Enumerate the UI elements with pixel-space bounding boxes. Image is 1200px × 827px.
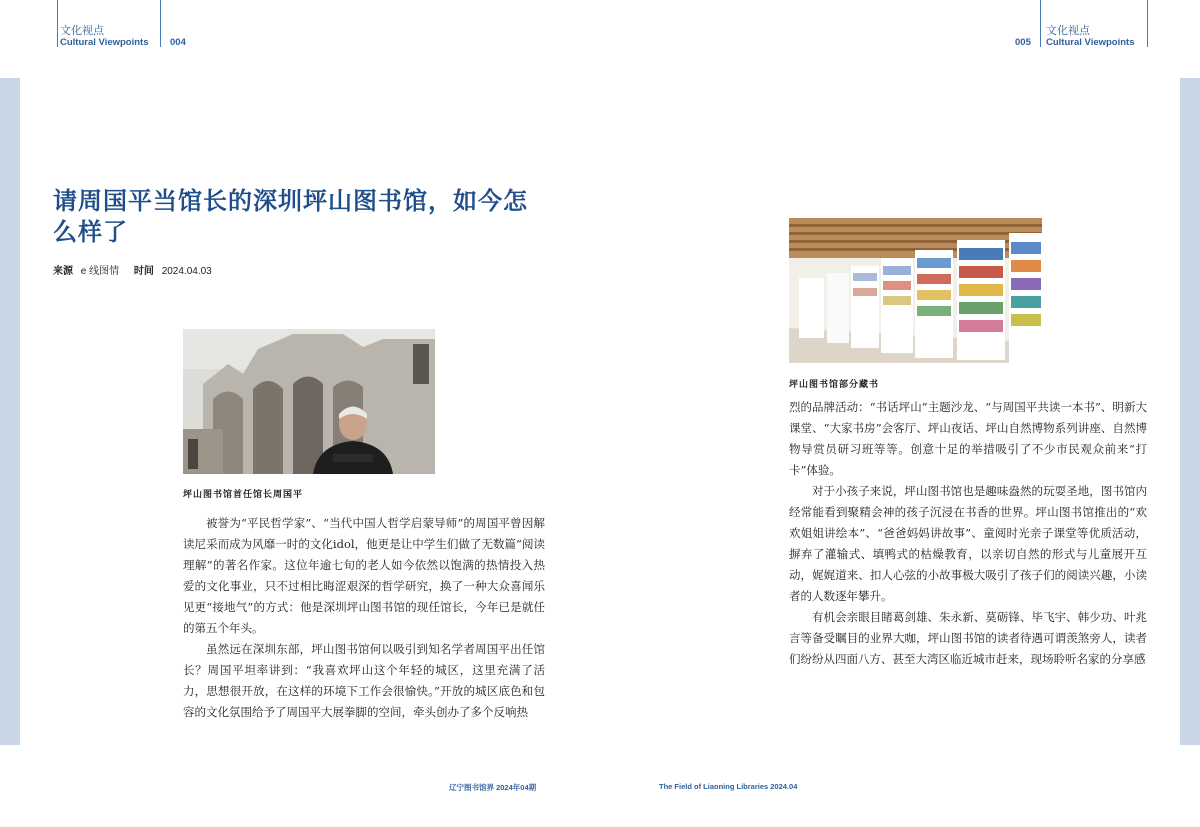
paragraph: 虽然远在深圳东部，坪山图书馆何以吸引到知名学者周国平出任馆长？周国平坦率讲到：“我喜欢坪山这个年轻的城区，这里充满了活力，思想很开放，在这样的环境下工作会很愉快。”开放的城区底色和包容的文化氛围给予了周国平大展拳脚的空间，牵头创办了多个反响热 (183, 642, 545, 719)
bookshelf-photo (789, 218, 1042, 363)
section-title-cn: 文化视点 (60, 25, 104, 37)
paragraph: 被誉为“平民哲学家”、“当代中国人哲学启蒙导师”的周国平曾因解读尼采而成为风靡一时的文化idol，他更是让中学生们做了无数篇“阅读理解”的著名作家。这位年逾七旬的老人如今依然以饱满的热情投入热爱的文化事业，只不过相比晦涩艰深的哲学研究，换了一种大众喜闻乐见更“接地气”的方式：他是深圳坪山图书馆的现任馆长，今年已是就任的第五个年头。 (183, 516, 545, 635)
paragraph: 烈的品牌活动：“书话坪山”主题沙龙、“与周国平共读一本书”、明新大课堂、“大家书房”会客厅、坪山夜话、坪山自然博物系列讲座、自然博物导赏员研习班等等。创意十足的举措吸引了不少市民观众前来“打卡”体验。 (789, 400, 1147, 477)
page-number: 005 (1015, 37, 1031, 48)
header-left-edge (57, 0, 58, 47)
header-divider (1040, 0, 1041, 47)
section-title-en: Cultural Viewpoints (60, 37, 149, 48)
header-right-edge (1147, 0, 1148, 47)
paragraph: 有机会亲眼目睹葛剑雄、朱永新、莫砺锋、毕飞宇、韩少功、叶兆言等备受瞩目的业界大咖，坪山图书馆的读者待遇可谓羡煞旁人，读者们纷纷从四面八方、甚至大湾区临近城市赶来，现场聆听名家的分享感 (789, 610, 1147, 666)
right-side-bar (1180, 78, 1200, 745)
body-column-left (183, 513, 545, 723)
body-column-right (789, 397, 1147, 670)
article-title: 请周国平当馆长的深圳坪山图书馆，如今怎么样了 (53, 186, 528, 246)
source-value: e 线图情 (80, 266, 120, 277)
section-title-cn: 文化视点 (1046, 25, 1090, 37)
source-label: 来源 (53, 266, 73, 277)
header-divider (160, 0, 161, 47)
footer-right: The Field of Liaoning Libraries 2024.04 (659, 782, 798, 791)
article-meta (53, 262, 212, 277)
left-side-bar (0, 78, 20, 745)
paragraph: 对于小孩子来说，坪山图书馆也是趣味盎然的玩耍圣地，图书馆内经常能看到聚精会神的孩子沉浸在书香的世界。坪山图书馆推出的“欢欢姐姐讲绘本”、“爸爸妈妈讲故事”、童阅时光亲子课堂等优质活动，摒弃了灌输式、填鸭式的枯燥教育，以亲切自然的形式与儿童展开互动，娓娓道来、扣人心弦的小故事极大吸引了孩子们的阅读兴趣，小读者的人数逐年攀升。 (789, 484, 1147, 603)
footer-left: 辽宁图书馆界 2024年04期 (449, 783, 537, 792)
section-title-en: Cultural Viewpoints (1046, 37, 1135, 48)
left-photo-caption: 坪山图书馆首任馆长周国平 (183, 490, 304, 500)
right-photo-caption: 坪山图书馆部分藏书 (789, 380, 880, 390)
time-label: 时间 (133, 266, 154, 277)
page-number: 004 (170, 37, 186, 48)
curator-photo (183, 329, 435, 474)
time-value: 2024.04.03 (161, 266, 212, 277)
